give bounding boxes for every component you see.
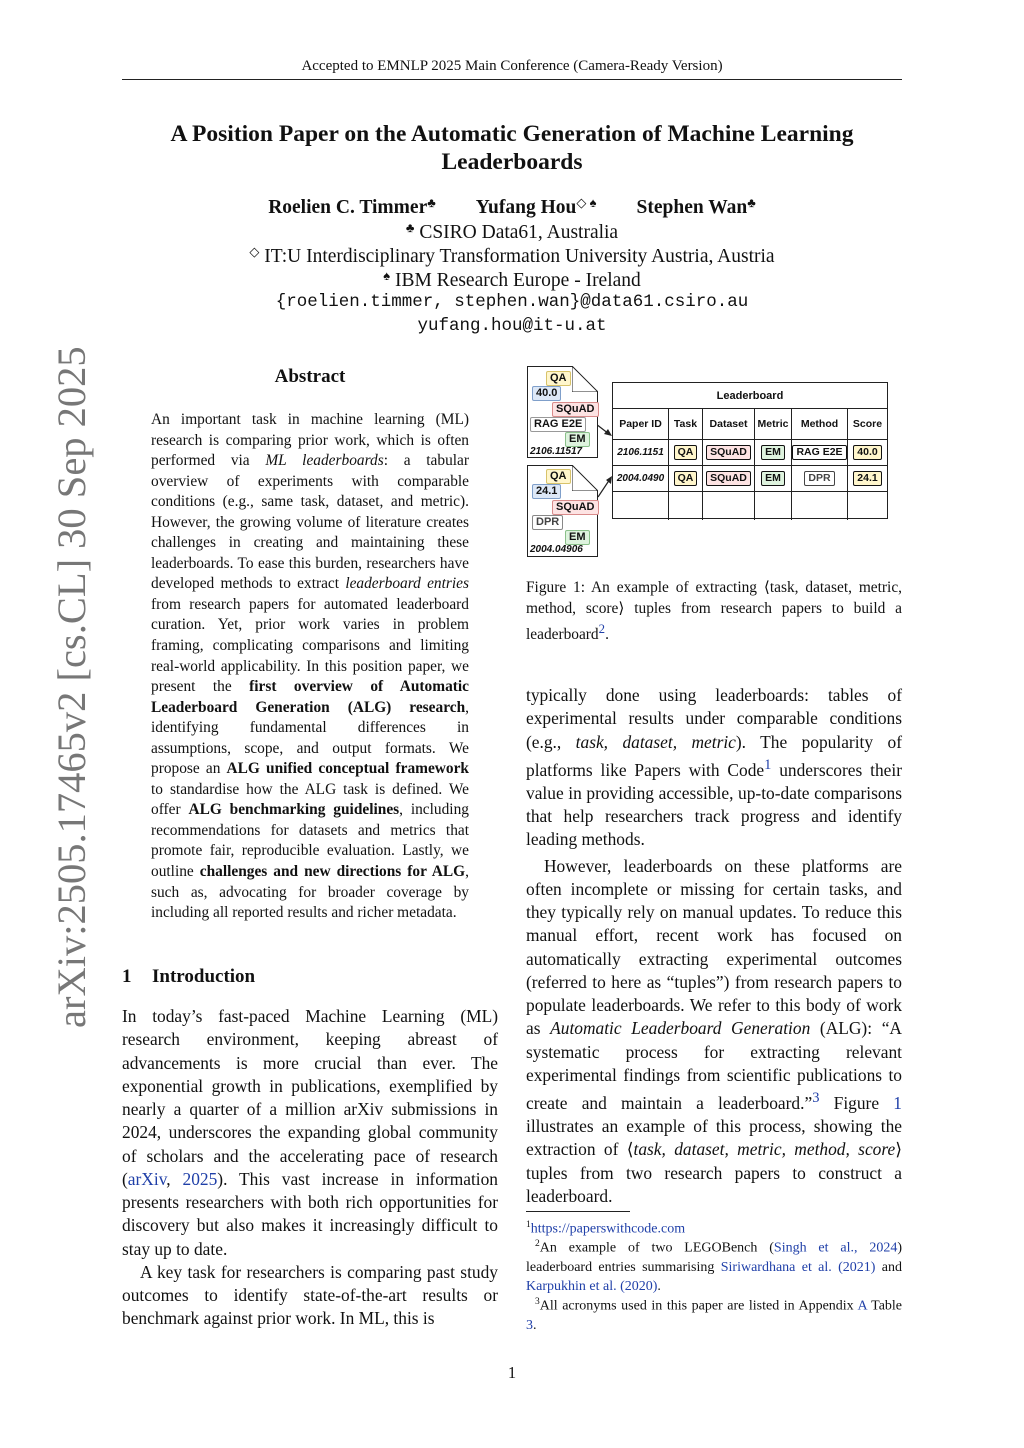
leaderboard-value-tag: EM [761, 471, 785, 486]
doc2-task-tag: QA [546, 469, 571, 484]
spade-icon: ♠ [383, 268, 391, 283]
leaderboard-value-tag: 24.1 [853, 471, 881, 486]
author-3: Stephen Wan [636, 197, 748, 218]
footnote-ref-3[interactable]: 3 [812, 1090, 820, 1107]
affiliation-ibm [122, 264, 902, 293]
intro-paragraph-4: However, leaderboards on these platforms are often incomplete or missing for certain tasks, and they typically rely on manual updates. To reduce this manual effort, recent work has focused on automatically extracting experimental outcomes (referred to here as “tuples”) from research papers to populate leaderboards. We refer to this body of work as Automatic Leaderboard Generation (ALG): “A systematic process for extracting relevant experimental findings from scientific publications to create and maintain a leaderboard.”$^3$ Figure 1 illustrates an example of this process, showing the extraction of ⟨task, dataset, metric, method, score⟩ tuples from two research papers to construct a leaderboard. [526, 855, 902, 1206]
leaderboard-row [613, 439, 887, 465]
doc1-paper-id: 2106.11517 [530, 446, 583, 457]
diamond-spade-icon: ◇ ♠ [576, 195, 597, 210]
footnote-rule [526, 1211, 630, 1212]
leaderboard-col-header: Paper ID [619, 418, 662, 430]
footnote-3: $^3$All acronyms used in this paper are listed in Appendix A Table 3. [526, 1297, 903, 1333]
club-icon: ♣ [427, 195, 436, 210]
leaderboard-col-header: Method [791, 409, 847, 439]
leaderboard-value-tag: DPR [804, 471, 834, 486]
leaderboard-col-header: Score [847, 409, 887, 439]
author-2: Yufang Hou [475, 197, 577, 218]
abstract-body: An important task in machine learning (ML) research is comparing prior work, which is often performed via ML leaderboards: a tabular overview of experiments with comparable conditions (e.g., same task, dataset, and metric). However, the growing volume of literature creates challenges in creating and maintaining these leaderboards. To ease this burden, researchers have developed methods to extract leaderboard entries from research papers for automated leaderboard curation. Yet, prior work varies in problem framing, complicating comparisons and limiting real-world applicability. In this position paper, we present the first overview of Automatic Leaderboard Generation (ALG) research, identifying fundamental differences in assumptions, scope, and output formats. We propose an ALG unified conceptual framework to standardise how the ALG task is defined. We offer ALG benchmarking guidelines, including recommendations for datasets and metrics that promote fair, reproducible evaluation. Lastly, we outline challenges and new directions for ALG, such as, advocating for broader coverage by including all reported results and richer metadata. [151, 411, 469, 922]
appendix-ref[interactable]: A [857, 1298, 867, 1314]
leaderboard-cell [613, 491, 668, 520]
citation-arxiv[interactable]: arXiv [127, 1168, 167, 1189]
leaderboard-cell: 2004.0490 [616, 472, 665, 484]
doc2-method-tag: DPR [532, 515, 563, 530]
doc2-metric-tag: EM [565, 530, 590, 545]
figure-1-caption: Figure 1: An example of extracting ⟨task, dataset, metric, method, score⟩ tuples from research papers to build a leaderboard$^2$. [526, 579, 902, 644]
leaderboard-cell [754, 439, 791, 465]
leaderboard-cell [847, 439, 887, 465]
affiliation-csiro-text: CSIRO Data61, Australia [414, 222, 619, 243]
leaderboard-cell [668, 465, 702, 491]
doc2-dataset-tag: SQuAD [552, 500, 599, 515]
leaderboard-row [613, 465, 887, 491]
footnote-1: $^1$https://paperswithcode.com [526, 1220, 686, 1237]
footnote-ref-1[interactable]: 1 [764, 756, 772, 773]
leaderboard-row-divider [613, 491, 887, 492]
leaderboard-value-tag: EM [761, 445, 785, 460]
paper-title [122, 120, 902, 176]
leaderboard-grid [613, 409, 887, 520]
leaderboard-value-tag: QA [674, 445, 698, 460]
leaderboard-cell [847, 465, 887, 491]
citation-year[interactable]: 2025 [182, 1168, 218, 1189]
leaderboard-col-header: Task [668, 409, 702, 439]
citation-karpukhin[interactable]: Karpukhin et al. (2020) [526, 1278, 658, 1294]
email-line-1[interactable]: {roelien.timmer, stephen.wan}@data61.csiro.au [275, 292, 749, 312]
leaderboard-cell [702, 465, 754, 491]
arxiv-identifier: arXiv:2505.17465v2 [cs.CL] 30 Sep 2025 [49, 346, 94, 1028]
leaderboard-value-tag: SQuAD [706, 445, 751, 460]
intro-paragraph-2: A key task for researchers is comparing past study outcomes to identify state-of-the-art results or benchmark against prior work. In ML, this is [122, 1261, 498, 1329]
diamond-icon: ◇ [249, 244, 260, 259]
figure-1 [526, 364, 902, 564]
leaderboard-cell [702, 439, 754, 465]
footnote-2: $^2$An example of two LEGOBench (Singh et al., 2024) leaderboard entries summarising Siriwardhana et al. (2021) and Karpukhin et al. (2020). [526, 1239, 903, 1294]
section-heading-introduction: 1 Introduction [122, 966, 256, 987]
leaderboard-cell [791, 465, 847, 491]
leaderboard-cell [847, 491, 887, 520]
club-icon: ♣ [747, 195, 756, 210]
affiliation-ibm-text: IBM Research Europe - Ireland [390, 270, 641, 291]
citation-siriwardhana[interactable]: Siriwardhana et al. (2021) [720, 1259, 876, 1275]
paperswithcode-link[interactable]: https://paperswithcode.com [530, 1221, 686, 1237]
intro-paragraph-3: typically done using leaderboards: tables of experimental results under comparable conditions (e.g., task, dataset, metric). The popularity of platforms like Papers with Code$^1$ underscores their value in providing accessible, up-to-date comparisons that help researchers track progress and identify leading methods. [526, 685, 902, 850]
page-number: 1 [507, 1363, 517, 1382]
title-line-2: Leaderboards [441, 149, 583, 175]
affiliation-itu-text: IT:U Interdisciplinary Transformation University Austria, Austria [259, 246, 775, 267]
leaderboard-value-tag: QA [674, 471, 698, 486]
doc1-dataset-tag: SQuAD [552, 402, 599, 417]
doc1-method-tag: RAG E2E [530, 417, 586, 432]
leaderboard-row-divider [613, 439, 887, 440]
doc1-score-tag: 40.0 [532, 386, 561, 401]
header-rule [122, 79, 902, 80]
footnote-ref-2[interactable]: 2 [598, 622, 606, 636]
intro-left-column [122, 1005, 498, 1331]
citation-singh[interactable]: Singh et al., 2024 [773, 1240, 898, 1256]
leaderboard-table [612, 382, 888, 519]
doc2-score-tag: 24.1 [532, 484, 561, 499]
leaderboard-cell [702, 491, 754, 520]
doc1-task-tag: QA [546, 371, 571, 386]
conference-header: Accepted to EMNLP 2025 Main Conference (Camera-Ready Version) [301, 58, 723, 74]
leaderboard-header-row [613, 409, 887, 439]
leaderboard-title: Leaderboard [613, 383, 887, 409]
leaderboard-row [613, 491, 887, 520]
intro-paragraph-1: In today’s fast-paced Machine Learning (ML) research environment, keeping abreast of advancements is more crucial than ever. The exponential growth in publications, exemplified by nearly a quarter of a million arXiv submissions in 2024, underscores the expanding global community of scholars and the accelerating pace of research (arXiv, 2025). This vast increase in information presents researchers with both rich opportunities for discovery but also makes it increasingly difficult to stay up to date. [122, 1006, 498, 1259]
leaderboard-cell [668, 491, 702, 520]
leaderboard-col-header: Dataset [702, 409, 754, 439]
doc1-metric-tag: EM [565, 432, 590, 447]
doc2-paper-id: 2004.04906 [530, 544, 583, 555]
title-line-1: A Position Paper on the Automatic Generation of Machine Learning [170, 121, 854, 147]
leaderboard-cell [754, 465, 791, 491]
leaderboard-row-divider [613, 465, 887, 466]
leaderboard-cell [791, 439, 847, 465]
leaderboard-cell [668, 439, 702, 465]
author-1: Roelien C. Timmer [268, 197, 428, 218]
leaderboard-cell: 2106.1151 [617, 446, 664, 458]
leaderboard-value-tag: SQuAD [706, 471, 751, 486]
email-line-2[interactable]: yufang.hou@it-u.at [417, 316, 607, 336]
leaderboard-value-tag: 40.0 [853, 445, 881, 460]
leaderboard-value-tag: RAG E2E [792, 445, 846, 460]
abstract-heading: Abstract [274, 366, 346, 387]
intro-right-column [526, 684, 902, 1208]
table-ref[interactable]: 3 [526, 1317, 533, 1333]
paper-doc-1 [527, 366, 598, 458]
leaderboard-cell [791, 491, 847, 520]
leaderboard-col-header: Metric [754, 409, 791, 439]
club-icon: ♣ [405, 220, 415, 235]
paper-doc-2 [527, 465, 598, 557]
leaderboard-cell [754, 491, 791, 520]
figure-ref-1[interactable]: 1 [893, 1092, 902, 1113]
